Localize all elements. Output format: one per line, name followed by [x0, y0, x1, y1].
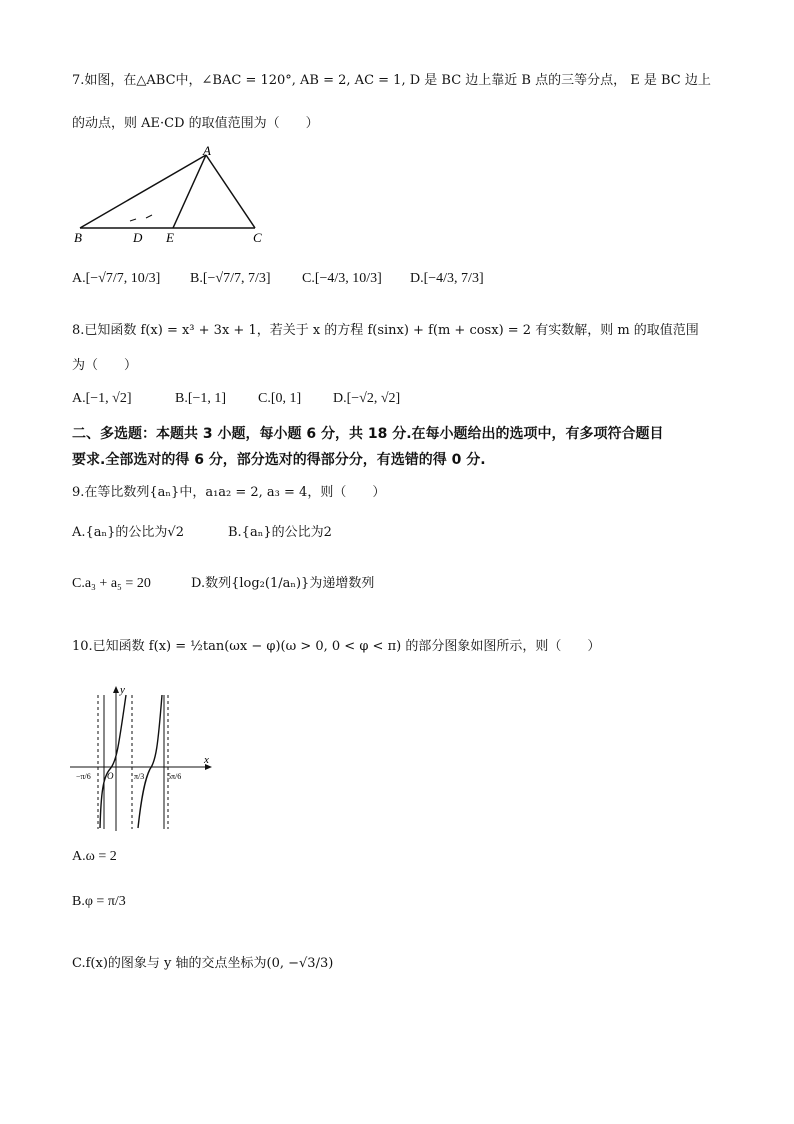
- q8-stem-line1: 8.已知函数 f(x) = x³ + 3x + 1，若关于 x 的方程 f(sinx) + f(m + cosx) = 2 有实数解，则 m 的取值范围: [72, 323, 699, 338]
- graph-label-pi-3: π/3: [134, 772, 145, 781]
- q8-option-a: A.[−1, √2]: [72, 391, 132, 406]
- q9-option-b: B.{aₙ}的公比为2: [228, 525, 332, 540]
- q10-stem: 10.已知函数 f(x) = ½tan(ωx − φ)(ω > 0, 0 < φ < π) 的部分图象如图所示，则（ ）: [72, 639, 601, 654]
- graph-label-y: y: [120, 684, 125, 696]
- q7-option-d: D.[−4/3, 7/3]: [410, 271, 484, 286]
- q7-stem-line2: 的动点，则 AE·CD 的取值范围为（ ）: [72, 116, 319, 131]
- q8-option-c: C.[0, 1]: [258, 391, 302, 406]
- graph-label-neg-pi-6: −π/6: [76, 772, 91, 781]
- q10-option-a: A.ω = 2: [72, 849, 117, 864]
- q9-option-d: D.数列{log₂(1/aₙ)}为递增数列: [191, 576, 375, 591]
- label-D: D: [133, 230, 143, 245]
- q8-option-d: D.[−√2, √2]: [333, 391, 401, 406]
- q7-stem-line1: 7.如图，在△ABC中，∠BAC = 120°, AB = 2, AC = 1, D 是 BC 边上靠近 B 点的三等分点， E 是 BC 边上: [72, 73, 711, 88]
- label-C: C: [253, 230, 262, 245]
- q10-option-c: C.f(x)的图象与 y 轴的交点坐标为(0, −√3/3): [72, 956, 334, 971]
- q10-option-b: B.φ = π/3: [72, 894, 126, 909]
- label-A: A: [203, 145, 211, 158]
- section2-heading-line1: 二、多选题：本题共 3 小题，每小题 6 分，共 18 分.在每小题给出的选项中，有多项符合题目: [72, 426, 664, 442]
- graph-label-x: x: [204, 754, 209, 766]
- q9-stem: 9.在等比数列{aₙ}中，a₁a₂ = 2, a₃ = 4，则（ ）: [72, 485, 386, 500]
- section2-heading-line2: 要求.全部选对的得 6 分，部分选对的得部分分，有选错的得 0 分.: [72, 452, 486, 468]
- q8-option-b: B.[−1, 1]: [175, 391, 227, 406]
- q9-option-c: C.a₃ + a₅ = 20: [72, 576, 151, 591]
- label-B: B: [74, 230, 82, 245]
- graph-label-5pi-6: 5π/6: [167, 772, 182, 781]
- q7-option-c: C.[−4/3, 10/3]: [302, 271, 382, 286]
- label-E: E: [166, 230, 174, 245]
- q7-option-b: B.[−√7/7, 7/3]: [190, 271, 271, 286]
- q7-option-a: A.[−√7/7, 10/3]: [72, 271, 161, 286]
- tangent-graph: [70, 683, 220, 833]
- q8-stem-line2: 为（ ）: [72, 358, 138, 373]
- graph-label-origin: O: [107, 771, 114, 781]
- q9-option-a: A.{aₙ}的公比为√2: [72, 525, 184, 540]
- triangle-figure: [70, 145, 310, 245]
